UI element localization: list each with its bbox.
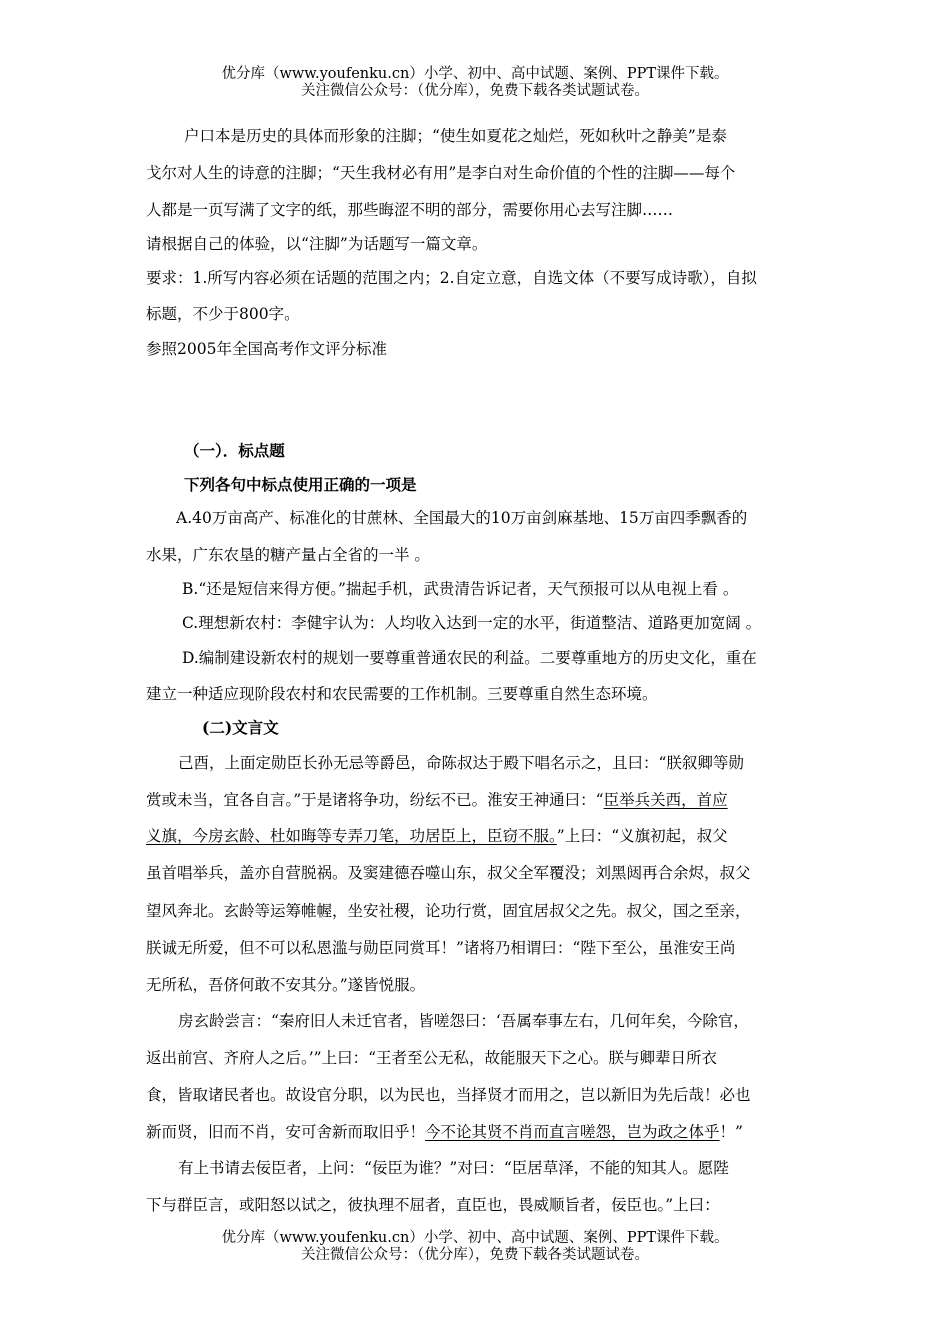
- passage-line: 食，皆取诸民者也。故设官分职，以为民也，当择贤才而用之，岂以新旧为先后哉！必也: [146, 1086, 751, 1104]
- footer-line-2: 关注微信公众号：（优分库），免费下载各类试题试卷。: [301, 1247, 649, 1263]
- page-footer: [0, 1230, 950, 1264]
- passage-line: [146, 790, 728, 810]
- footer-line-1: 优分库（www.youfenku.cn）小学、初中、高中试题、案例、PPT课件下载。: [221, 1230, 729, 1246]
- essay-line: 戈尔对人生的诗意的注脚；“天生我材必有用”是李白对生命价值的个性的注脚——每个: [146, 164, 736, 182]
- page-header: [0, 66, 950, 100]
- underlined-sentence: 臣举兵关西，首应: [603, 791, 728, 809]
- option-d: D.编制建设新农村的规划一要尊重普通农民的利益。二要尊重地方的历史文化，重在: [182, 649, 757, 667]
- passage-line: 有上书请去佞臣者，上问：“佞臣为谁？”对曰：“臣居草泽，不能的知其人。愿陛: [178, 1159, 729, 1177]
- essay-requirements: 标题，不少于800字。: [146, 305, 300, 323]
- essay-line: 人都是一页写满了文字的纸，那些晦涩不明的部分，需要你用心去写注脚……: [146, 201, 674, 219]
- option-d-cont: 建立一种适应现阶段农村和农民需要的工作机制。三要尊重自然生态环境。: [146, 685, 658, 703]
- passage-line: 己酉，上面定勋臣长孙无忌等爵邑，命陈叔达于殿下唱名示之，且曰：“朕叙卿等勋: [178, 754, 744, 772]
- essay-requirements: 要求：1.所写内容必须在话题的范围之内；2.自定立意，自选文体（不要写成诗歌），自拟: [146, 269, 757, 287]
- essay-line: 户口本是历史的具体而形象的注脚；“使生如夏花之灿烂，死如秋叶之静美”是泰: [184, 127, 727, 145]
- header-line-1: 优分库（www.youfenku.cn）小学、初中、高中试题、案例、PPT课件下载。: [221, 66, 729, 82]
- underlined-sentence: 今不论其贤不肖而直言嗟怨，岂为政之体乎: [425, 1123, 720, 1141]
- option-a-cont: 水果，广东农垦的糖产量占全省的一半 。: [146, 546, 430, 564]
- passage-line: 望风奔北。玄龄等运筹帷幄，坐安社稷，论功行赏，固宜居叔父之先。叔父，国之至亲，: [146, 902, 751, 920]
- essay-instruction: 请根据自己的体验，以“注脚”为话题写一篇文章。: [146, 235, 488, 253]
- question-stem: 下列各句中标点使用正确的一项是: [184, 475, 417, 494]
- passage-text: 新而贤，旧而不肖，安可舍新而取旧乎！: [146, 1123, 426, 1141]
- passage-line: 返出前宫、齐府人之后。’”上曰：“王者至公无私，故能服天下之心。朕与卿辈日所衣: [146, 1049, 718, 1067]
- passage-line: [146, 1122, 743, 1142]
- passage-line: 虽首唱举兵，盖亦自营脱祸。及窦建德吞噬山东，叔父全军覆没；刘黑闼再合余烬，叔父: [146, 864, 751, 882]
- passage-text: ！”: [719, 1123, 743, 1141]
- option-c: C.理想新农村：李健宇认为：人均收入达到一定的水平，街道整洁、道路更加宽阔 。: [182, 614, 762, 632]
- underlined-sentence: 义旗，今房玄龄、杜如晦等专弄刀笔，功居臣上，臣窃不服。: [146, 827, 557, 845]
- passage-text: 赏或未当，宜各自言。”于是诸将争功，纷纭不已。淮安王神通曰：“: [146, 791, 604, 809]
- section-heading: （一）．标点题: [184, 441, 285, 460]
- option-a: A.40万亩高产、标准化的甘蔗林、全国最大的10万亩剑麻基地、15万亩四季飘香的: [176, 509, 748, 527]
- passage-line: 朕诚无所爱，但不可以私恩滥与勋臣同赏耳！”诸将乃相谓曰：“陛下至公，虽淮安王尚: [146, 939, 736, 957]
- header-line-2: 关注微信公众号：（优分库），免费下载各类试题试卷。: [301, 83, 649, 99]
- passage-text: ”上曰：“义旗初起，叔父: [556, 827, 728, 845]
- option-b: B.“还是短信来得方便。”揣起手机，武贵清告诉记者，天气预报可以从电视上看 。: [182, 580, 739, 598]
- essay-standard: 参照2005年全国高考作文评分标准: [146, 340, 387, 358]
- passage-line: 无所私，吾侪何敢不安其分。”遂皆悦服。: [146, 976, 426, 994]
- section-heading: (二)文言文: [202, 718, 279, 737]
- passage-line: [146, 826, 728, 846]
- passage-line: 房玄龄尝言：“秦府旧人未迁官者，皆嗟怨曰：‘吾属奉事左右，几何年矣，今除官，: [178, 1012, 749, 1030]
- passage-line: 下与群臣言，或阳怒以试之，彼执理不屈者，直臣也，畏威顺旨者，佞臣也。”上曰：: [146, 1196, 720, 1214]
